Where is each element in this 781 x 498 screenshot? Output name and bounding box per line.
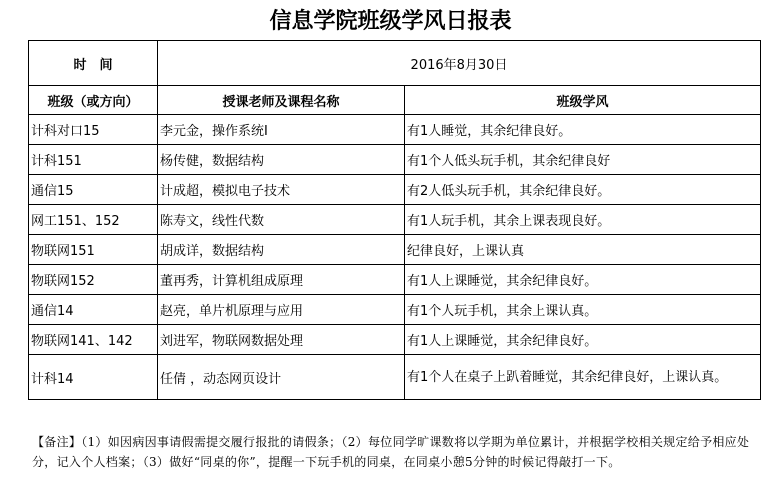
class-style-cell: 有1人上课睡觉，其余纪律良好。 xyxy=(405,265,761,295)
class-style-cell: 有2人低头玩手机，其余纪律良好。 xyxy=(405,175,761,205)
report-table xyxy=(28,40,761,400)
header-class-style: 班级学风 xyxy=(405,86,761,115)
teacher-course-cell: 刘进军，物联网数据处理 xyxy=(158,325,405,355)
class-style-cell: 有1个人玩手机，其余上课认真。 xyxy=(405,295,761,325)
teacher-course-cell: 李元金，操作系统I xyxy=(158,115,405,145)
teacher-course-cell: 陈寿文，线性代数 xyxy=(158,205,405,235)
class-style-cell: 有1个人低头玩手机，其余纪律良好 xyxy=(405,145,761,175)
teacher-course-cell: 任倩 ，动态网页设计 xyxy=(158,355,405,400)
class-style-cell: 有1人上课睡觉，其余纪律良好。 xyxy=(405,325,761,355)
class-cell: 物联网141、142 xyxy=(29,325,158,355)
table-row xyxy=(29,205,761,235)
class-cell: 物联网151 xyxy=(29,235,158,265)
header-class: 班级（或方向） xyxy=(29,86,158,115)
teacher-course-cell: 计成超，模拟电子技术 xyxy=(158,175,405,205)
page-title: 信息学院班级学风日报表 xyxy=(269,8,512,34)
table-row xyxy=(29,355,761,400)
class-cell: 计科对口15 xyxy=(29,115,158,145)
teacher-course-cell: 赵亮，单片机原理与应用 xyxy=(158,295,405,325)
class-cell: 计科151 xyxy=(29,145,158,175)
class-style-cell: 有1人玩手机，其余上课表现良好。 xyxy=(405,205,761,235)
header-teacher-course: 授课老师及课程名称 xyxy=(158,86,405,115)
table-row xyxy=(29,265,761,295)
table-row xyxy=(29,295,761,325)
table-row xyxy=(29,325,761,355)
class-cell: 计科14 xyxy=(29,355,158,400)
teacher-course-cell: 董再秀，计算机组成原理 xyxy=(158,265,405,295)
header-row xyxy=(29,86,761,115)
teacher-course-cell: 杨传健，数据结构 xyxy=(158,145,405,175)
class-style-cell: 有1人睡觉，其余纪律良好。 xyxy=(405,115,761,145)
table-row xyxy=(29,235,761,265)
class-style-cell: 有1个人在桌子上趴着睡觉，其余纪律良好，上课认真。 xyxy=(405,355,761,400)
teacher-course-cell: 胡成详，数据结构 xyxy=(158,235,405,265)
class-style-cell: 纪律良好，上课认真 xyxy=(405,235,761,265)
class-cell: 网工151、152 xyxy=(29,205,158,235)
time-label: 时 间 xyxy=(29,41,158,86)
table-row xyxy=(29,175,761,205)
remarks-note: 【备注】（1）如因病因事请假需提交履行报批的请假条；（2）每位同学旷课数将以学期为单位累计，并根据学校相关规定给予相应处分，记入个人档案；（3）做好“同桌的你”，提醒一下玩手机的同桌，在同桌小憩5分钟的时候记得敲打一下。 xyxy=(32,435,750,469)
table-row xyxy=(29,145,761,175)
date-value: 2016年8月30日 xyxy=(158,41,761,86)
class-cell: 通信14 xyxy=(29,295,158,325)
class-cell: 通信15 xyxy=(29,175,158,205)
table-row xyxy=(29,115,761,145)
time-row xyxy=(29,41,761,86)
class-cell: 物联网152 xyxy=(29,265,158,295)
